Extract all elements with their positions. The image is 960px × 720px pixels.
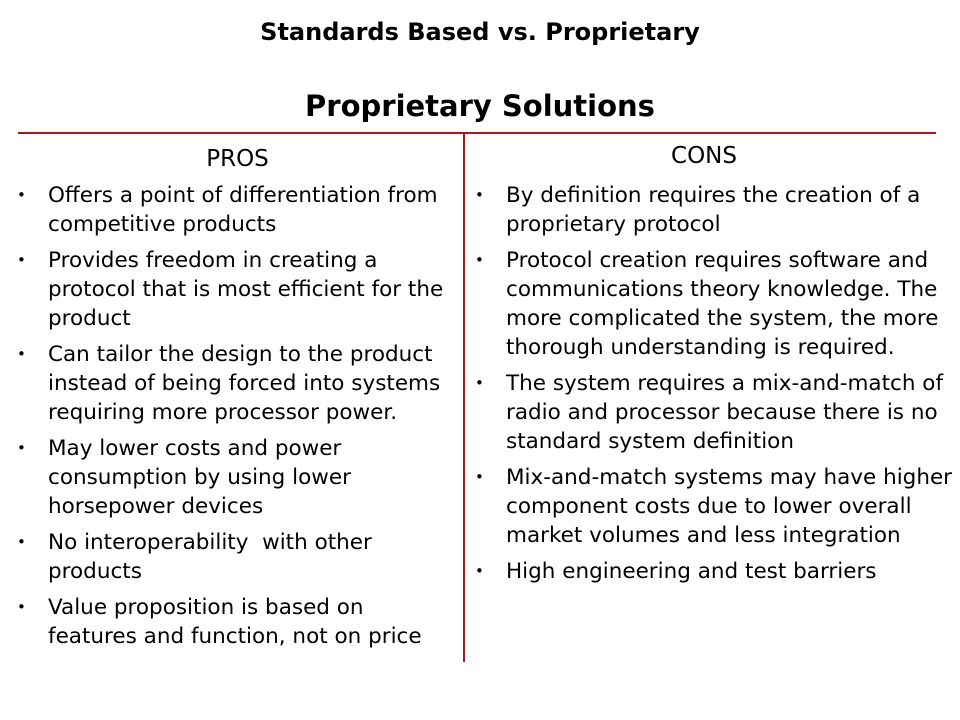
cons-item-text: Mix-and-match systems may have higher component costs due to lower overall market volumes and less integration: [506, 465, 953, 548]
cons-item: [466, 557, 960, 586]
pros-item-text: Offers a point of differentiation from competitive products: [48, 183, 438, 237]
bullet-icon: •: [475, 374, 484, 392]
pros-item: [0, 246, 462, 333]
bullet-icon: •: [17, 439, 26, 457]
pros-item-text: May lower costs and power consumption by using lower horsepower devices: [48, 436, 351, 519]
bullet-icon: •: [17, 345, 26, 363]
cons-item: [466, 181, 960, 239]
bullet-icon: •: [475, 251, 484, 269]
slide-title: Standards Based vs. Proprietary: [260, 18, 700, 46]
column-divider: [463, 134, 465, 662]
cons-list: [466, 181, 960, 593]
bullet-icon: •: [17, 186, 26, 204]
bullet-icon: •: [475, 186, 484, 204]
bullet-icon: •: [17, 598, 26, 616]
slide-subtitle: Proprietary Solutions: [305, 89, 655, 123]
cons-item: [466, 369, 960, 456]
pros-item-text: No interoperability with other products: [48, 530, 379, 584]
cons-item: [466, 463, 960, 550]
bullet-icon: •: [17, 251, 26, 269]
cons-item-text: Protocol creation requires software and communications theory knowledge. The more complicated the system, the more thorough understanding is required.: [506, 248, 939, 360]
cons-heading: CONS: [671, 143, 737, 169]
pros-item: [0, 593, 462, 651]
pros-item-text: Value proposition is based on features and function, not on price: [48, 595, 422, 649]
pros-list: [0, 181, 462, 658]
pros-item: [0, 434, 462, 521]
bullet-icon: •: [475, 468, 484, 486]
header-divider: [18, 132, 936, 134]
cons-item: [466, 246, 960, 362]
pros-item: [0, 340, 462, 427]
cons-item-text: The system requires a mix-and-match of radio and processor because there is no standard system definition: [506, 371, 944, 454]
bullet-icon: •: [17, 533, 26, 551]
cons-item-text: High engineering and test barriers: [506, 559, 877, 584]
pros-item: [0, 181, 462, 239]
bullet-icon: •: [475, 562, 484, 580]
pros-item: [0, 528, 462, 586]
pros-heading: PROS: [206, 146, 269, 172]
pros-item-text: Can tailor the design to the product instead of being forced into systems requiring more processor power.: [48, 342, 441, 425]
pros-item-text: Provides freedom in creating a protocol that is most efficient for the product: [48, 248, 444, 331]
cons-item-text: By definition requires the creation of a proprietary protocol: [506, 183, 921, 237]
